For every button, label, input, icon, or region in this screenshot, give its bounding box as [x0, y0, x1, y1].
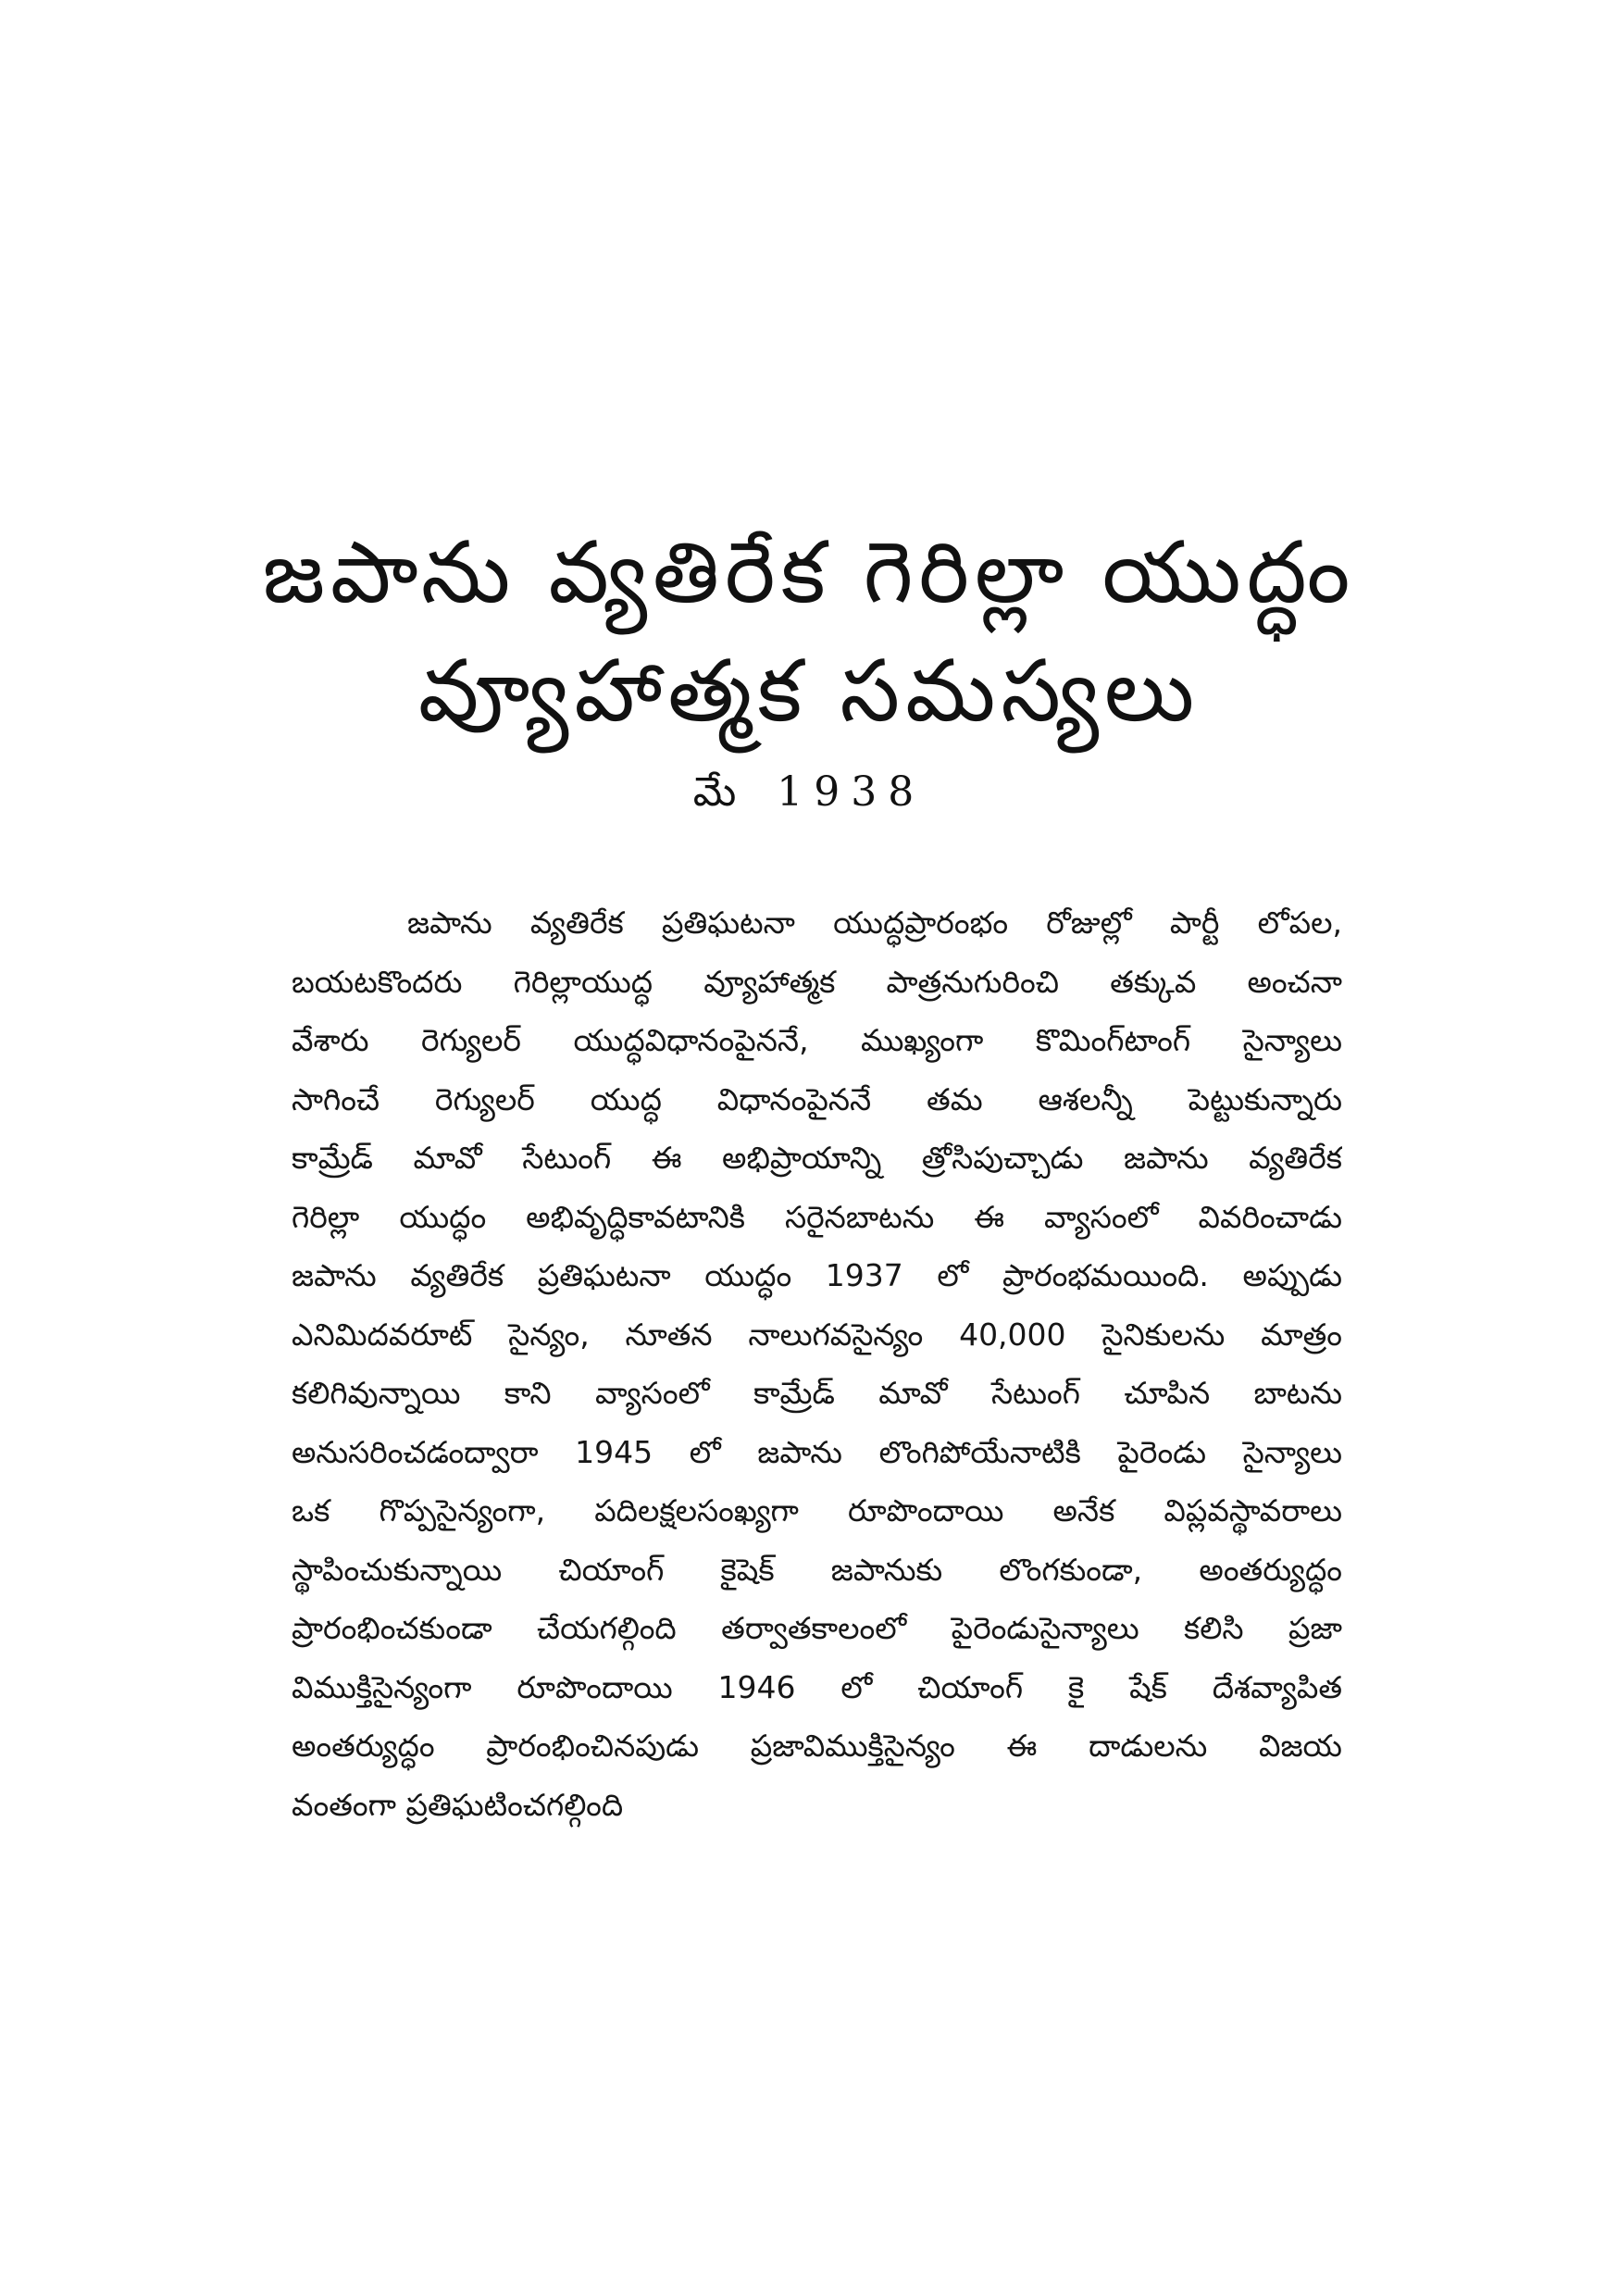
body-line: అంతర్యుద్ధం ప్రారంభించినపుడు ప్రజావిముక్తిసైన్యం ఈ దాడులను విజయ — [292, 1728, 1342, 1764]
body-line: వేశారు రెగ్యులర్ యుద్ధవిధానంపైననే, ముఖ్యంగా కొమింగ్‌టాంగ్ సైన్యాలు — [292, 1022, 1342, 1058]
body-line: ఒక గొప్పసైన్యంగా, పదిలక్షలసంఖ్యగా రూపొందాయి అనేక విప్లవస్థావరాలు — [292, 1492, 1342, 1529]
date-month: మే — [692, 768, 737, 816]
body-line: విముక్తిసైన్యంగా రూపొందాయి 1946 లో చియాంగ్ కై షేక్ దేశవ్యాపిత — [292, 1668, 1342, 1705]
body-paragraph — [292, 893, 1342, 1834]
chapter-title-line-1: జపాను వ్యతిరేక గెరిల్లా యుద్ధం — [262, 523, 1356, 622]
body-line: వంతంగా ప్రతిఘటించగల్గింది — [292, 1786, 624, 1823]
chapter-date — [0, 765, 1618, 820]
chapter-title — [0, 514, 1618, 751]
body-line: జపాను వ్యతిరేక ప్రతిఘటనా యుద్ధం 1937 లో ప్రారంభమయింది. అప్పుడు — [292, 1257, 1342, 1293]
chapter-title-line-2: వ్యూహాత్మక సమస్యలు — [417, 642, 1201, 741]
body-line: కలిగివున్నాయి కాని వ్యాసంలో కామ్రేడ్ మావో సేటుంగ్ చూపిన బాటను — [292, 1375, 1342, 1411]
body-line: సాగించే రెగ్యులర్ యుద్ధ విధానంపైననే తమ ఆశలన్నీ పెట్టుకున్నారు — [292, 1080, 1342, 1117]
body-line: కామ్రేడ్ మావో సేటుంగ్ ఈ అభిప్రాయాన్ని త్రోసిపుచ్చాడు జపాను వ్యతిరేక — [292, 1140, 1342, 1176]
body-line: అనుసరించడంద్వారా 1945 లో జపాను లొంగిపోయేనాటికి పైరెండు సైన్యాలు — [292, 1433, 1342, 1470]
date-year: 1938 — [777, 768, 926, 816]
body-line: ప్రారంభించకుండా చేయగల్గింది తర్వాతకాలంలో పైరెండుసైన్యాలు కలిసి ప్రజా — [292, 1610, 1342, 1646]
body-line: స్థాపించుకున్నాయి చియాంగ్ కైషెక్ జపానుకు లొంగకుండా, అంతర్యుద్ధం — [292, 1551, 1342, 1588]
body-line: ఎనిమిదవరూట్ సైన్యం, నూతన నాలుగవసైన్యం 40,000 సైనికులను మాత్రం — [292, 1316, 1342, 1353]
body-line: బయటకొందరు గెరిల్లాయుద్ధ వ్యూహాత్మక పాత్రనుగురించి తక్కువ అంచనా — [292, 963, 1342, 1000]
body-line: జపాను వ్యతిరేక ప్రతిఘటనా యుద్ధప్రారంభం రోజుల్లో పార్టీ లోపల, — [407, 905, 1342, 941]
body-line: గెరిల్లా యుద్ధం అభివృద్ధికావటానికి సరైనబాటను ఈ వ్యాసంలో వివరించాడు — [292, 1198, 1342, 1235]
